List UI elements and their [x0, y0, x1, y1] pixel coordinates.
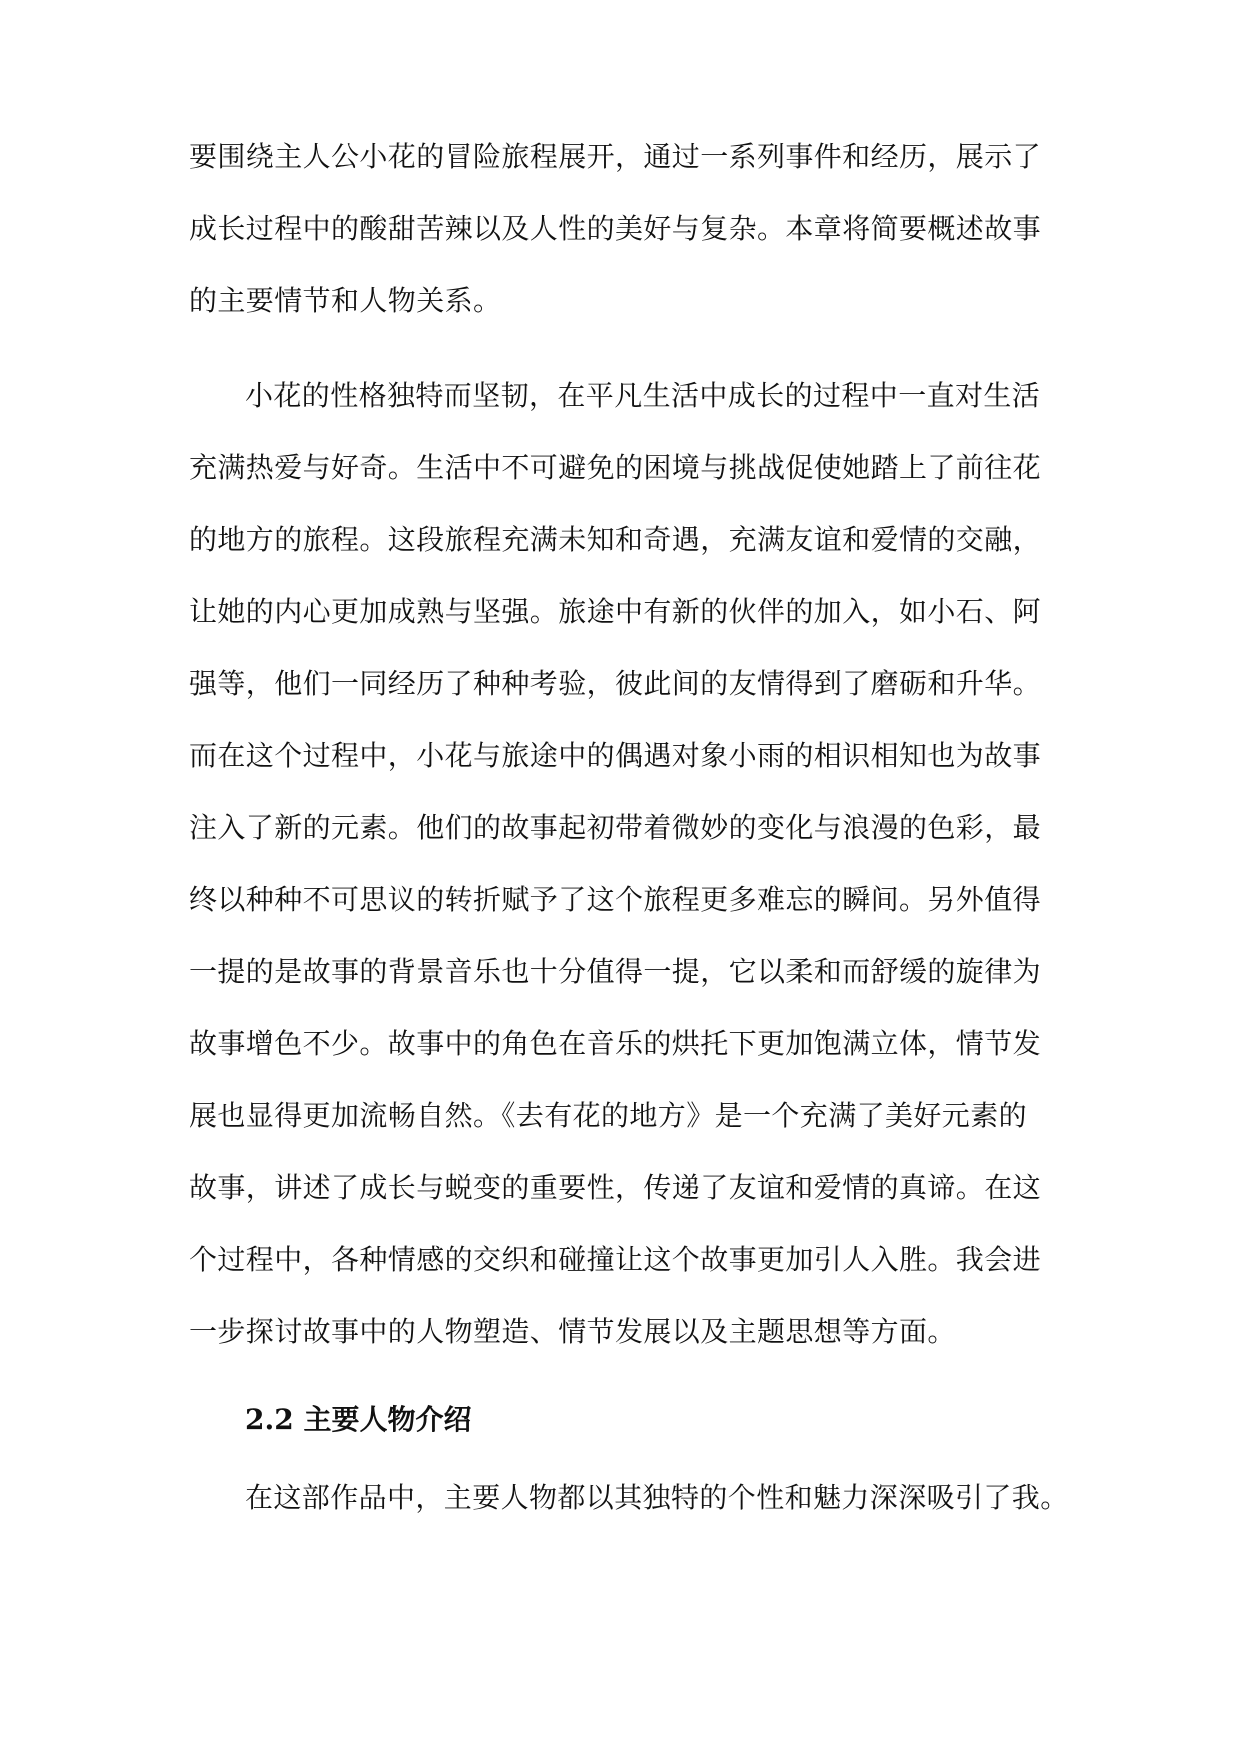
paragraph-line: 展也显得更加流畅自然。《去有花的地方》是一个充满了美好元素的 — [189, 1099, 1028, 1132]
paragraph-line: 一提的是故事的背景音乐也十分值得一提，它以柔和而舒缓的旋律为 — [189, 955, 1042, 988]
paragraph-line: 让她的内心更加成熟与坚强。旅途中有新的伙伴的加入，如小石、阿 — [189, 595, 1042, 628]
paragraph-line: 的主要情节和人物关系。 — [189, 284, 502, 317]
paragraph-line: 在这部作品中，主要人物都以其独特的个性和魅力深深吸引了我。 — [245, 1481, 1069, 1514]
paragraph-line: 充满热爱与好奇。生活中不可避免的困境与挑战促使她踏上了前往花 — [189, 451, 1042, 484]
paragraph-line: 成长过程中的酸甜苦辣以及人性的美好与复杂。本章将简要概述故事 — [189, 212, 1042, 245]
paragraph-line: 故事，讲述了成长与蜕变的重要性，传递了友谊和爱情的真谛。在这 — [189, 1171, 1042, 1204]
paragraph-line: 而在这个过程中，小花与旅途中的偶遇对象小雨的相识相知也为故事 — [189, 739, 1042, 772]
paragraph-line: 终以种种不可思议的转折赋予了这个旅程更多难忘的瞬间。另外值得 — [189, 883, 1042, 916]
paragraph-line: 一步探讨故事中的人物塑造、情节发展以及主题思想等方面。 — [189, 1315, 956, 1348]
paragraph-line: 个过程中，各种情感的交织和碰撞让这个故事更加引人入胜。我会进 — [189, 1243, 1042, 1276]
paragraph-line: 强等，他们一同经历了种种考验，彼此间的友情得到了磨砺和升华。 — [189, 667, 1042, 700]
section-heading: 2.2 主要人物介绍 — [245, 1403, 472, 1436]
paragraph-line: 小花的性格独特而坚韧，在平凡生活中成长的过程中一直对生活 — [245, 379, 1041, 412]
paragraph-line: 故事增色不少。故事中的角色在音乐的烘托下更加饱满立体，情节发 — [189, 1027, 1042, 1060]
paragraph-line: 的地方的旅程。这段旅程充满未知和奇遇，充满友谊和爱情的交融， — [189, 523, 1042, 556]
paragraph-line: 注入了新的元素。他们的故事起初带着微妙的变化与浪漫的色彩，最 — [189, 811, 1042, 844]
paragraph-line: 要围绕主人公小花的冒险旅程展开，通过一系列事件和经历，展示了 — [189, 140, 1042, 173]
